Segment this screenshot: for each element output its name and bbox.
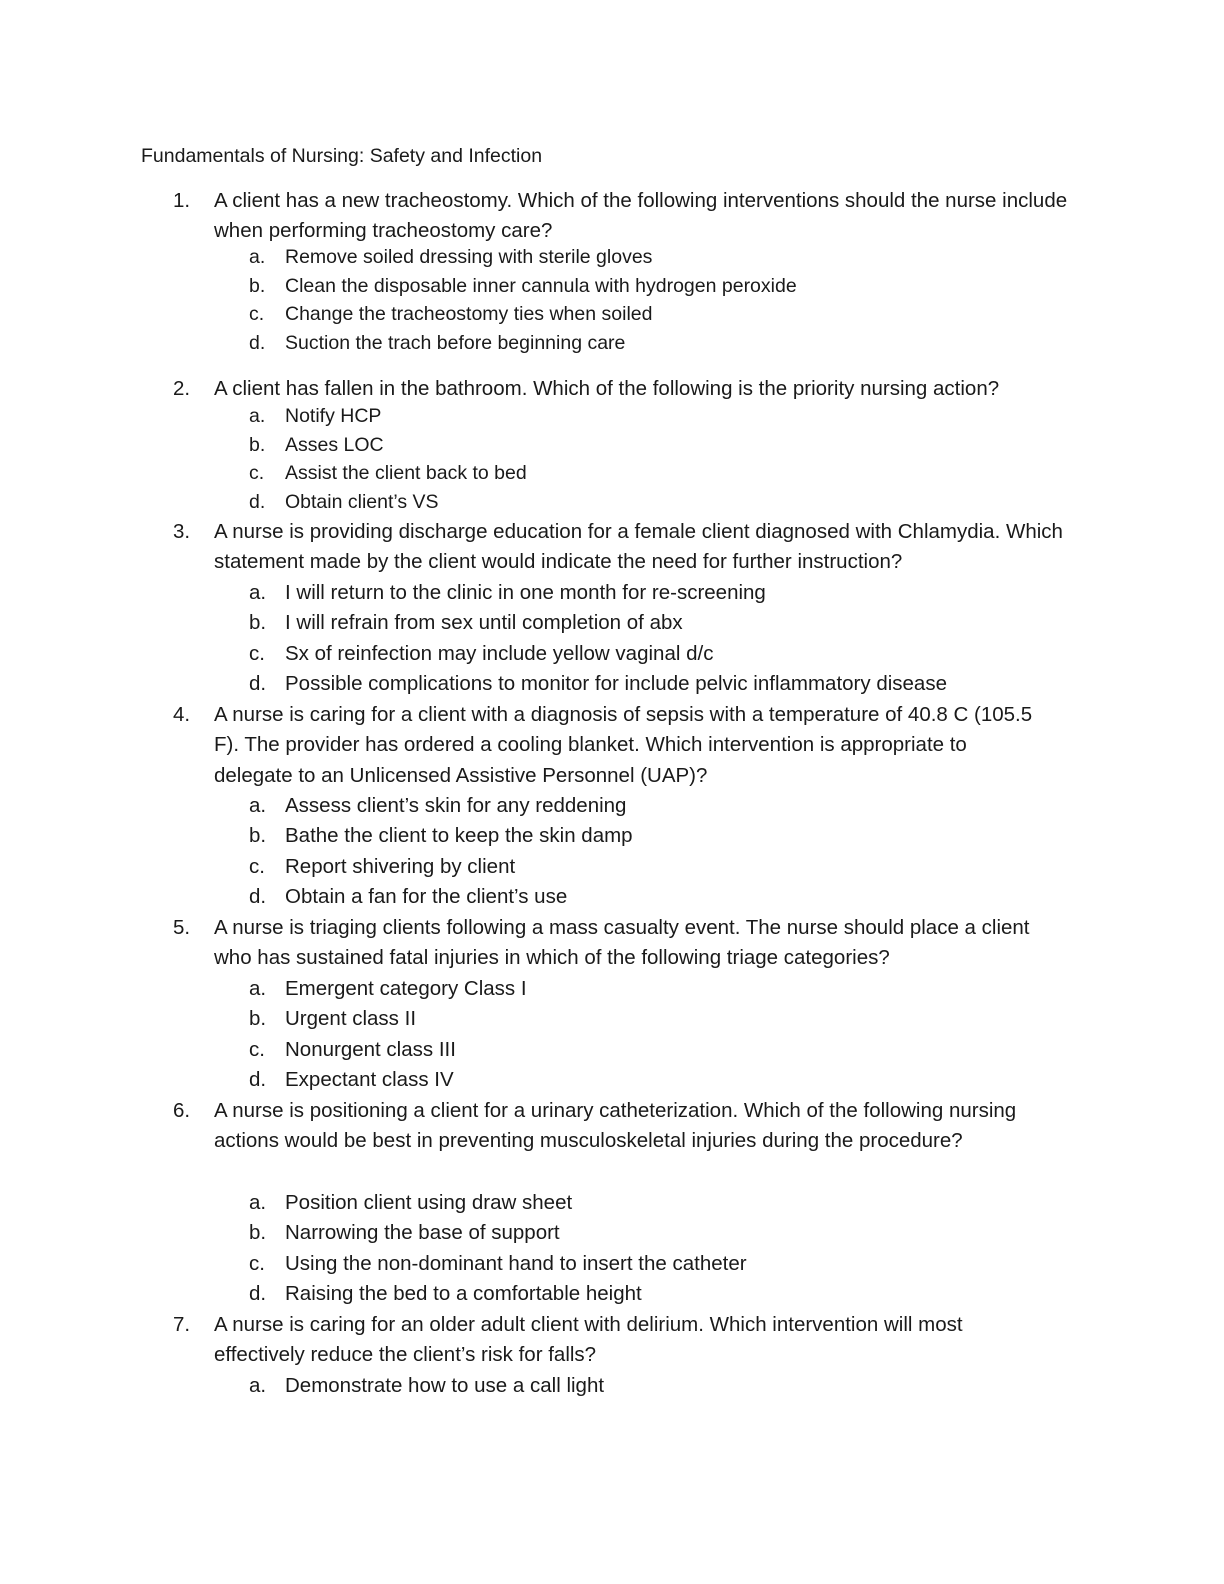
- option-text: Narrowing the base of support: [285, 1221, 560, 1245]
- option-letter: b.: [249, 611, 267, 635]
- option-letter: a.: [249, 405, 266, 427]
- option-letter: b.: [249, 824, 267, 848]
- question-text: A client has fallen in the bathroom. Which of the following is the priority nursing action?: [214, 377, 1000, 400]
- option-text: Notify HCP: [285, 405, 382, 427]
- question-number: 1.: [173, 189, 191, 212]
- option-letter: a.: [249, 977, 267, 1000]
- option-text: Asses LOC: [285, 433, 384, 456]
- option-letter: d.: [249, 671, 267, 695]
- question-number: 2.: [173, 377, 191, 400]
- option-text: Using the non-dominant hand to insert the catheter: [285, 1251, 747, 1275]
- option-text: Expectant class IV: [285, 1067, 454, 1091]
- option-letter: c.: [249, 641, 265, 665]
- option-text: Obtain a fan for the client’s use: [285, 884, 568, 908]
- option-letter: c.: [249, 1037, 265, 1061]
- option-text: I will return to the clinic in one month for re-screening: [285, 581, 766, 604]
- option-letter: c.: [249, 303, 265, 326]
- option-letter: b.: [249, 1007, 267, 1031]
- question-text: A nurse is caring for an older adult client with delirium. Which intervention will most effectively reduce the client’s risk for falls?: [214, 1313, 963, 1367]
- option-text: Position client using draw sheet: [285, 1191, 573, 1214]
- option-letter: d.: [249, 1067, 267, 1091]
- option-letter: c.: [249, 854, 265, 878]
- option-text: Demonstrate how to use a call light: [285, 1374, 605, 1397]
- question-number: 4.: [173, 703, 191, 726]
- option-text: I will refrain from sex until completion of abx: [285, 611, 683, 635]
- question-text: A client has a new tracheostomy. Which of the following interventions should the nurse include when performing tracheostomy care?: [214, 189, 1068, 243]
- option-letter: d.: [249, 331, 266, 354]
- option-text: Obtain client’s VS: [285, 490, 439, 513]
- option-text: Remove soiled dressing with sterile gloves: [285, 246, 653, 268]
- question-text: A nurse is caring for a client with a diagnosis of sepsis with a temperature of 40.8 C (105.5 F). The provider has ordered a cooling blanket. Which intervention is appropriate to delegate to an Unlicensed Assistive Personnel (UAP)?: [214, 703, 1033, 787]
- option-text: Report shivering by client: [285, 854, 516, 878]
- option-letter: a.: [249, 246, 266, 268]
- option-text: Suction the trach before beginning care: [285, 331, 626, 354]
- option-letter: a.: [249, 794, 267, 817]
- option-text: Assist the client back to bed: [285, 462, 527, 485]
- option-letter: c.: [249, 462, 265, 485]
- document-title: Fundamentals of Nursing: Safety and Infection: [141, 145, 543, 167]
- option-letter: d.: [249, 490, 266, 513]
- question-number: 6.: [173, 1099, 191, 1122]
- option-text: Emergent category Class I: [285, 977, 527, 1000]
- option-letter: a.: [249, 581, 267, 604]
- option-text: Bathe the client to keep the skin damp: [285, 824, 633, 848]
- question-text: A nurse is triaging clients following a mass casualty event. The nurse should place a client who has sustained fatal injuries in which of the following triage categories?: [214, 916, 1030, 970]
- option-letter: c.: [249, 1251, 265, 1275]
- question-text: A nurse is positioning a client for a urinary catheterization. Which of the following nursing actions would be best in preventing musculoskeletal injuries during the procedure?: [214, 1099, 1017, 1153]
- option-text: Change the tracheostomy ties when soiled: [285, 303, 653, 326]
- option-text: Nonurgent class III: [285, 1037, 456, 1061]
- question-number: 7.: [173, 1313, 191, 1336]
- question-number: 5.: [173, 916, 191, 939]
- option-letter: b.: [249, 274, 266, 297]
- question-number: 3.: [173, 520, 191, 543]
- option-text: Urgent class II: [285, 1007, 417, 1031]
- option-letter: a.: [249, 1191, 267, 1214]
- option-letter: a.: [249, 1374, 267, 1397]
- option-letter: d.: [249, 884, 267, 908]
- option-text: Clean the disposable inner cannula with hydrogen peroxide: [285, 274, 797, 297]
- question-text: A nurse is providing discharge education for a female client diagnosed with Chlamydia. Which statement made by the client would indicate the need for further instruction?: [214, 520, 1063, 574]
- option-letter: b.: [249, 1221, 267, 1245]
- option-letter: d.: [249, 1281, 267, 1305]
- option-text: Raising the bed to a comfortable height: [285, 1281, 642, 1305]
- option-text: Possible complications to monitor for include pelvic inflammatory disease: [285, 671, 947, 695]
- option-text: Sx of reinfection may include yellow vaginal d/c: [285, 641, 714, 665]
- option-text: Assess client’s skin for any reddening: [285, 794, 627, 817]
- option-letter: b.: [249, 433, 266, 456]
